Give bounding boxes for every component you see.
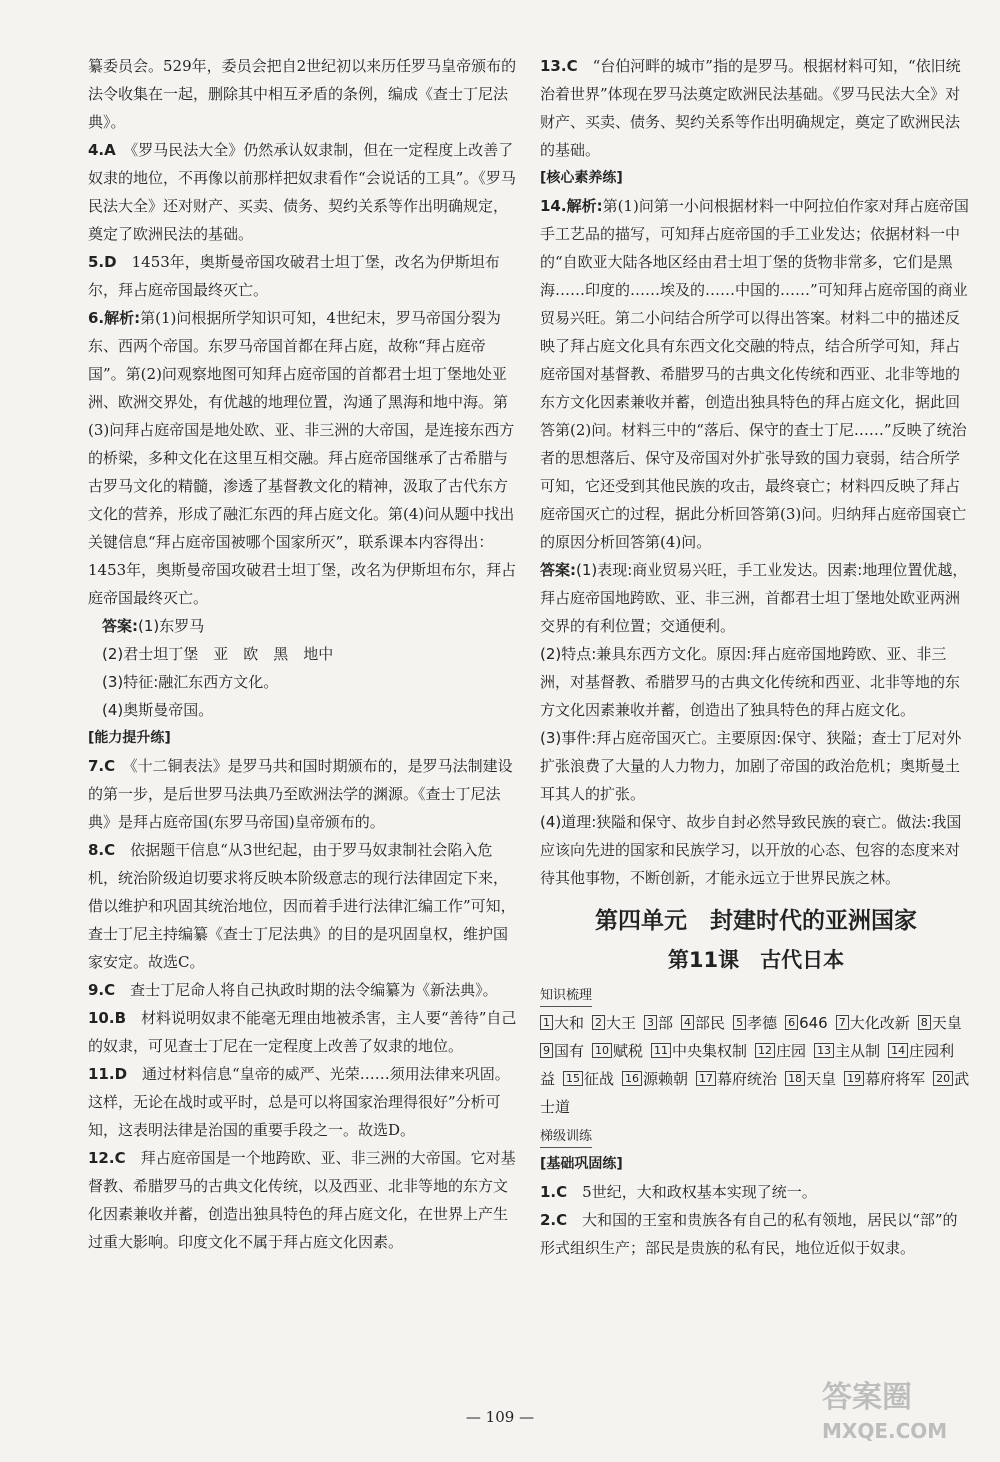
ladder-label: 梯级训练 xyxy=(540,1127,592,1148)
knowledge-label: 知识梳理 xyxy=(540,986,592,1007)
answer-item xyxy=(88,136,520,248)
answer-line: (4)奥斯曼帝国。 xyxy=(102,701,214,719)
keyword-number: 9 xyxy=(540,1043,553,1058)
keyword-text: 孝德 xyxy=(747,1014,778,1032)
watermark-logo xyxy=(822,1378,982,1456)
keyword-text: 征战 xyxy=(584,1070,615,1088)
keyword-item xyxy=(592,1042,643,1060)
answer-text: (1)东罗马 xyxy=(138,617,205,635)
keyword-item xyxy=(785,1070,836,1088)
item-number: 11.D xyxy=(88,1065,128,1083)
item-text: 通过材料信息“皇帝的威严、光荣……须用法律来巩固。这样，无论在战时或平时，总是可以将国家治理得很好”分析可知，这表明法律是治国的重要手段之一。故选D。 xyxy=(88,1065,510,1139)
keyword-number: 6 xyxy=(785,1015,798,1030)
keyword-number: 17 xyxy=(696,1071,716,1086)
answer-item xyxy=(88,752,520,836)
keyword-number: 12 xyxy=(755,1043,775,1058)
answer-label: 答案: xyxy=(540,561,576,579)
keyword-number: 20 xyxy=(933,1071,953,1086)
keyword-number: 4 xyxy=(681,1015,694,1030)
item-number: 6.解析: xyxy=(88,309,141,327)
item-number: 14.解析: xyxy=(540,197,603,215)
item-text: 5世纪，大和政权基本实现了统一。 xyxy=(582,1183,817,1201)
keyword-number: 13 xyxy=(814,1043,834,1058)
answer-item xyxy=(88,1004,520,1060)
keyword-number: 7 xyxy=(836,1015,849,1030)
keyword-number: 5 xyxy=(733,1015,746,1030)
keyword-number: 2 xyxy=(592,1015,605,1030)
lesson-title: 第11课 古代日本 xyxy=(667,948,845,972)
section-heading: [基础巩固练] xyxy=(540,1156,623,1172)
item-text: 依据题干信息“从3世纪起，由于罗马奴隶制社会陷入危机，统治阶级迫切要求将反映本阶级意志的现行法律固定下来，借以维护和巩固其统治地位，因而着手进行法律汇编工作”可知，查士丁尼主持编纂《查士丁尼法典》的目的是巩固皇权，维护国家安定。故选C。 xyxy=(88,841,516,971)
item-text: 第(1)问第一小问根据材料一中阿拉伯作家对拜占庭帝国手工艺品的描写，可知拜占庭帝国的手工业发达；依据材料一中的“自欧亚大陆各地区经由君士坦丁堡的货物非常多，它们是黑海……印度的……埃及的……中国的……”可知拜占庭帝国的商业贸易兴旺。第二小问结合所学可以得出答案。材料二中的描述反映了拜占庭文化具有东西文化交融的特点，结合所学可知，拜占庭帝国对基督教、希腊罗马的古典文化传统和西亚、北非等地的东方文化因素兼收并蓄，创造出独具特色的拜占庭文化，据此回答第(2)问。材料三中的“落后、保守的查士丁尼……”反映了统治者的思想落后、保守及帝国对外扩张导致的国力衰弱，结合所学可知，它还受到其他民族的攻击，最终衰亡；材料四反映了拜占庭帝国灭亡的过程，据此分析回答第(3)问。归纳拜占庭帝国衰亡的原因分析回答第(4)问。 xyxy=(540,197,969,551)
keyword-list xyxy=(540,1009,972,1121)
keyword-item xyxy=(622,1070,688,1088)
item-number: 12.C xyxy=(88,1149,126,1167)
keyword-item xyxy=(696,1070,777,1088)
keyword-item xyxy=(540,1014,584,1032)
keyword-text: 中央集权制 xyxy=(672,1042,748,1060)
watermark-url: MXQE.COM xyxy=(822,1419,948,1443)
keyword-number: 10 xyxy=(592,1043,612,1058)
keyword-item xyxy=(785,1014,828,1032)
item-number: 9.C xyxy=(88,981,116,999)
answer-line: (2)特点:兼具东西方文化。原因:拜占庭帝国地跨欧、亚、非三洲，对基督教、希腊罗马的古典文化传统和西亚、北非等地的东方文化因素兼收并蓄，创造出了独具特色的拜占庭文化。 xyxy=(540,645,961,719)
section-heading: [核心素养练] xyxy=(540,170,623,186)
keyword-number: 8 xyxy=(918,1015,931,1030)
item-text: 查士丁尼命人将自己执政时期的法令编纂为《新法典》。 xyxy=(130,981,498,999)
right-column xyxy=(540,52,972,1262)
keyword-item xyxy=(918,1014,962,1032)
item-text: 拜占庭帝国是一个地跨欧、亚、非三洲的大帝国。它对基督教、希腊罗马的古典文化传统，以及西亚、北非等地的东方文化因素兼收并蓄，创造出独具特色的拜占庭文化，在世界上产生过重大影响。印度文化不属于拜占庭文化因素。 xyxy=(88,1149,516,1251)
keyword-number: 18 xyxy=(785,1071,805,1086)
left-column xyxy=(88,52,520,1256)
item-text: 材料说明奴隶不能毫无理由地被杀害，主人要“善待”自己的奴隶，可见查士丁尼在一定程度上改善了奴隶的地位。 xyxy=(88,1009,517,1055)
paragraph: 纂委员会。529年，委员会把自2世纪初以来历任罗马皇帝颁布的法令收集在一起，删除其中相互矛盾的条例，编成《查士丁尼法典》。 xyxy=(88,57,517,131)
answer-item xyxy=(540,1178,972,1206)
item-number: 13.C xyxy=(540,57,578,75)
keyword-text: 幕府统治 xyxy=(717,1070,778,1088)
keyword-text: 庄园利益 xyxy=(540,1042,955,1088)
keyword-text: 源赖朝 xyxy=(643,1070,689,1088)
keyword-item xyxy=(681,1014,725,1032)
keyword-number: 16 xyxy=(622,1071,642,1086)
keyword-text: 大王 xyxy=(606,1014,637,1032)
keyword-item xyxy=(540,1042,584,1060)
watermark-text: 答案圈 xyxy=(822,1380,912,1415)
keyword-number: 15 xyxy=(563,1071,583,1086)
page-number: — 109 — xyxy=(465,1408,535,1426)
answer-item xyxy=(88,1060,520,1144)
keyword-text: 幕府将军 xyxy=(865,1070,926,1088)
item-number: 7.C xyxy=(88,757,116,775)
keyword-item xyxy=(814,1042,880,1060)
keyword-item xyxy=(592,1014,636,1032)
keyword-text: 646 xyxy=(799,1014,828,1032)
keyword-number: 11 xyxy=(651,1043,671,1058)
keyword-text: 武士道 xyxy=(540,1070,970,1116)
keyword-item xyxy=(563,1070,614,1088)
answer-label: 答案: xyxy=(102,617,138,635)
item-number: 4.A xyxy=(88,141,116,159)
keyword-item xyxy=(733,1014,777,1032)
item-number: 10.B xyxy=(88,1009,127,1027)
keyword-item xyxy=(644,1014,673,1032)
answer-item xyxy=(88,304,520,612)
keyword-text: 天皇 xyxy=(931,1014,962,1032)
item-text: 1453年，奥斯曼帝国攻破君士坦丁堡，改名为伊斯坦布尔，拜占庭帝国最终灭亡。 xyxy=(88,253,500,299)
answer-line: (3)事件:拜占庭帝国灭亡。主要原因:保守、狭隘；查士丁尼对外扩张浪费了大量的人力物力，加剧了帝国的政治危机；奥斯曼土耳其人的扩张。 xyxy=(540,729,962,803)
keyword-text: 主从制 xyxy=(835,1042,881,1060)
keyword-item xyxy=(836,1014,910,1032)
item-text: 大和国的王室和贵族各有自己的私有领地，居民以“部”的形式组织生产；部民是贵族的私有民，地位近似于奴隶。 xyxy=(540,1211,958,1257)
keyword-text: 部 xyxy=(658,1014,674,1032)
item-number: 1.C xyxy=(540,1183,568,1201)
answer-item xyxy=(540,52,972,164)
keyword-text: 庄园 xyxy=(776,1042,807,1060)
item-text: 第(1)问根据所学知识可知，4世纪末，罗马帝国分裂为东、西两个帝国。东罗马帝国首都在拜占庭，故称“拜占庭帝国”。第(2)问观察地图可知拜占庭帝国的首都君士坦丁堡地处亚洲、欧洲交界处，有优越的地理位置，沟通了黑海和地中海。第(3)问拜占庭帝国是地处欧、亚、非三洲的大帝国，是连接东西方的桥梁，多种文化在这里互相交融。拜占庭帝国继承了古希腊与古罗马文化的精髓，渗透了基督教文化的精神，汲取了古代东方文化的营养，形成了融汇东西的拜占庭文化。第(4)问从题中找出关键信息“拜占庭帝国被哪个国家所灭”，联系课本内容得出：1453年，奥斯曼帝国攻破君士坦丁堡，改名为伊斯坦布尔，拜占庭帝国最终灭亡。 xyxy=(88,309,517,607)
answer-item xyxy=(88,1144,520,1256)
item-number: 8.C xyxy=(88,841,116,859)
answer-item xyxy=(88,248,520,304)
keyword-text: 大化改新 xyxy=(849,1014,910,1032)
answer-item xyxy=(88,976,520,1004)
answer-line: (3)特征:融汇东西方文化。 xyxy=(102,673,279,691)
keyword-number: 14 xyxy=(888,1043,908,1058)
section-heading: [能力提升练] xyxy=(88,730,171,746)
keyword-text: 部民 xyxy=(695,1014,726,1032)
answer-item xyxy=(540,1206,972,1262)
keyword-number: 1 xyxy=(540,1015,553,1030)
keyword-text: 大和 xyxy=(554,1014,585,1032)
answer-line xyxy=(540,556,972,640)
answer-line xyxy=(88,612,520,640)
item-number: 2.C xyxy=(540,1211,568,1229)
item-text: “台伯河畔的城市”指的是罗马。根据材料可知，“依旧统治着世界”体现在罗马法奠定欧洲民法基础。《罗马民法大全》对财产、买卖、债务、契约关系等作出明确规定，奠定了欧洲民法的基础。 xyxy=(540,57,961,159)
keyword-text: 赋税 xyxy=(613,1042,644,1060)
keyword-number: 19 xyxy=(844,1071,864,1086)
keyword-text: 天皇 xyxy=(806,1070,837,1088)
answer-line: (2)君士坦丁堡 亚 欧 黑 地中 xyxy=(102,645,334,663)
keyword-item xyxy=(651,1042,747,1060)
item-text: 《罗马民法大全》仍然承认奴隶制，但在一定程度上改善了奴隶的地位，不再像以前那样把奴隶看作“会说话的工具”。《罗马民法大全》还对财产、买卖、债务、契约关系等作出明确规定，奠定了欧洲民法的基础。 xyxy=(88,141,516,243)
answer-item xyxy=(540,192,972,556)
answer-text: (1)表现:商业贸易兴旺，手工业发达。因素:地理位置优越，拜占庭帝国地跨欧、亚、非三洲，首都君士坦丁堡地处欧亚两洲交界的有利位置；交通便利。 xyxy=(540,561,968,635)
keyword-number: 3 xyxy=(644,1015,657,1030)
answer-line: (4)道理:狭隘和保守、故步自封必然导致民族的衰亡。做法:我国应该向先进的国家和民族学习，以开放的心态、包容的态度来对待其他事物，不断创新，才能永远立于世界民族之林。 xyxy=(540,813,962,887)
answer-item xyxy=(88,836,520,976)
unit-title: 第四单元 封建时代的亚洲国家 xyxy=(595,908,917,934)
keyword-item xyxy=(755,1042,806,1060)
item-text: 《十二铜表法》是罗马共和国时期颁布的，是罗马法制建设的第一步，是后世罗马法典乃至欧洲法学的渊源。《查士丁尼法典》是拜占庭帝国(东罗马帝国)皇帝颁布的。 xyxy=(88,757,513,831)
keyword-text: 国有 xyxy=(554,1042,585,1060)
keyword-item xyxy=(844,1070,925,1088)
item-number: 5.D xyxy=(88,253,117,271)
